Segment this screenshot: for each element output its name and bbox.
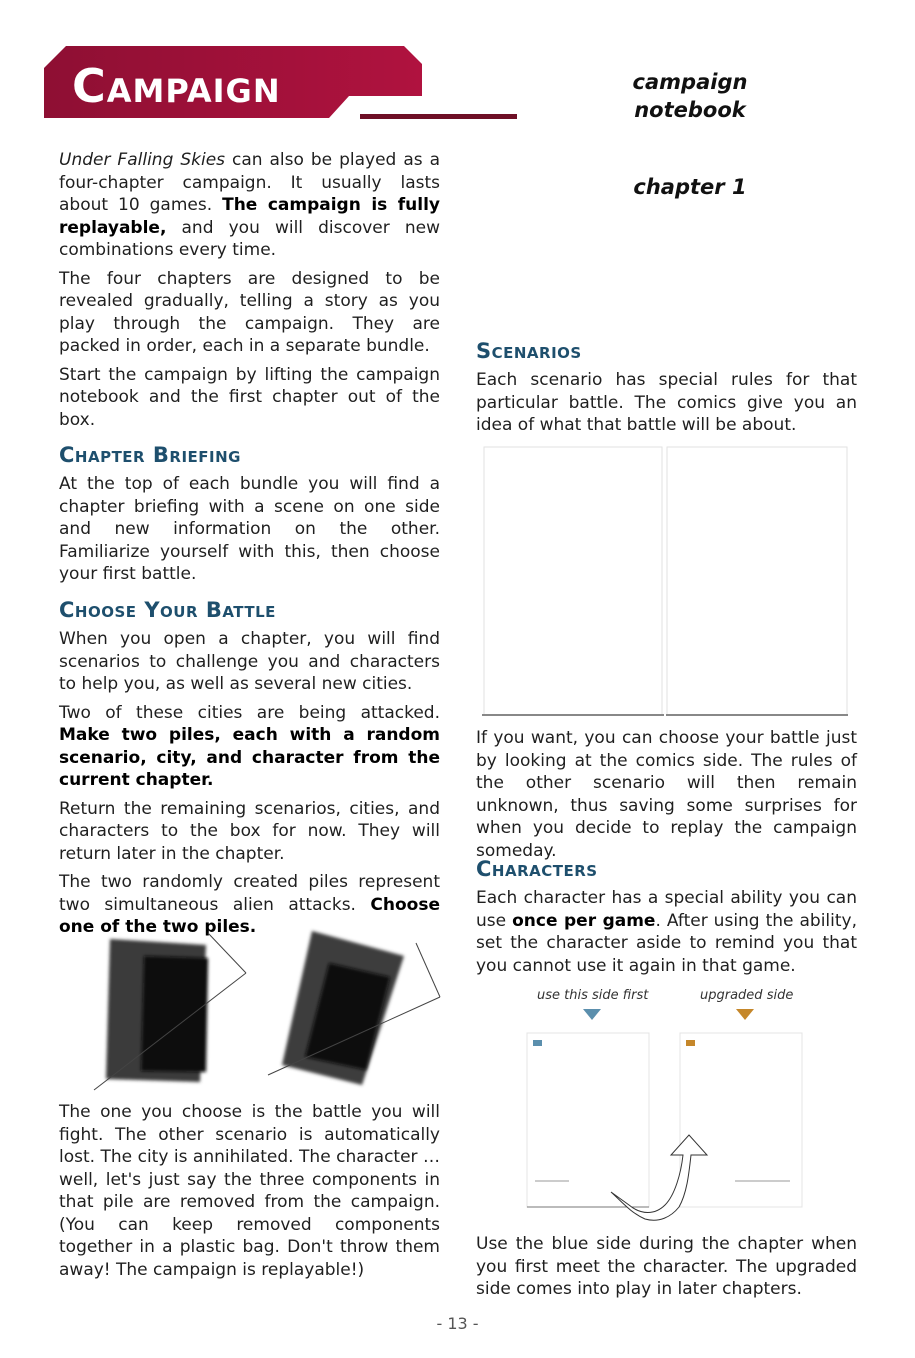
closing-section-left	[59, 1101, 440, 1287]
character-cards-illustration	[525, 1005, 807, 1223]
page-title: Campaign	[72, 59, 281, 113]
heading-choose-battle: Choose Your Battle	[59, 598, 276, 622]
caption-first-side: use this side first	[537, 988, 649, 1003]
battle-p4-text: The two randomly created piles represent two simultaneous alien attacks.	[59, 872, 440, 915]
intro-section	[59, 149, 440, 437]
char-bold: once per game	[512, 910, 656, 931]
briefing-section	[59, 473, 440, 592]
battle-paragraph-3: Return the remaining scenarios, cities, and characters to the box for now. They will return later in the chapter.	[59, 798, 440, 864]
battle-p2-text: Two of these cities are being attacked.	[59, 702, 440, 723]
scenario-cards-illustration	[480, 445, 852, 719]
closing-section-right	[476, 1233, 857, 1307]
scenarios-paragraph-2: If you want, you can choose your battle just by looking at the comics side. The rules of the other scenario will then remain unknown, thus saving some surprises for when you decide to replay the campaign someday.	[476, 728, 857, 861]
chapters-paragraph: The four chapters are designed to be revealed gradually, telling a story as you play through the campaign. They are packed in order, each in a separate bundle.	[59, 268, 440, 356]
start-paragraph: Start the campaign by lifting the campaign notebook and the first chapter out of the box.	[59, 364, 440, 430]
characters-section	[476, 887, 857, 983]
game-title-text: Under Falling Skies	[59, 150, 226, 170]
heading-chapter-briefing: Chapter Briefing	[59, 443, 241, 467]
closing-paragraph-right: Use the blue side during the chapter when you first meet the character. The upgraded side comes into play in later chapters.	[476, 1234, 857, 1299]
char-text-start: Each character has a special ability you can use	[476, 888, 857, 931]
characters-paragraph	[476, 887, 857, 977]
intro-end-text: and you will discover new combinations every time.	[59, 217, 440, 260]
battle-paragraph-2	[59, 702, 440, 792]
pile-left	[94, 933, 246, 1090]
battle-section	[59, 628, 440, 945]
char-text-end: . After using the ability, set the character aside to remind you that you cannot use it again in that game.	[476, 910, 857, 976]
pile-right	[268, 931, 440, 1085]
intro-text: can also be played as a four-chapter campaign. It usually lasts about 10 games.	[59, 150, 440, 215]
caption-upgraded-side: upgraded side	[700, 988, 794, 1003]
campaign-notebook-label: campaign notebook	[632, 70, 748, 122]
battle-p4-bold: Choose one of the two piles.	[59, 894, 440, 937]
intro-paragraph	[59, 149, 440, 262]
scenarios-paragraph: Each scenario has special rules for that particular battle. The comics give you an idea of what that battle will be about.	[476, 370, 857, 435]
banner-underline	[360, 114, 517, 119]
piles-illustration	[60, 925, 445, 1095]
heading-characters: Characters	[476, 857, 598, 881]
intro-bold-text: The campaign is fully replayable,	[59, 195, 440, 238]
heading-scenarios: Scenarios	[476, 339, 582, 363]
blue-arrow-icon	[583, 1009, 601, 1020]
page-number: - 13 -	[436, 1314, 479, 1333]
orange-arrow-icon	[736, 1009, 754, 1020]
closing-paragraph-left: The one you choose is the battle you will fight. The other scenario is automatically lost. The city is annihilated. The character … well, let's just say the three components in that pile are removed from the campaign. (You can keep removed components together in a plastic bag. Don't throw them away! The campaign is replayable!)	[59, 1102, 440, 1280]
battle-paragraph-1: When you open a chapter, you will find scenarios to challenge you and characters to help you, as well as several new cities.	[59, 629, 440, 694]
scenarios-section-2	[476, 727, 857, 868]
scenarios-section	[476, 369, 857, 443]
chapter-label: chapter 1	[633, 175, 747, 199]
battle-p2-bold: Make two piles, each with a random scenario, city, and character from the current chapter.	[59, 725, 440, 790]
briefing-paragraph: At the top of each bundle you will find a chapter briefing with a scene on one side and new information on the other. Familiarize yourself with this, then choose your first battle.	[59, 474, 440, 584]
